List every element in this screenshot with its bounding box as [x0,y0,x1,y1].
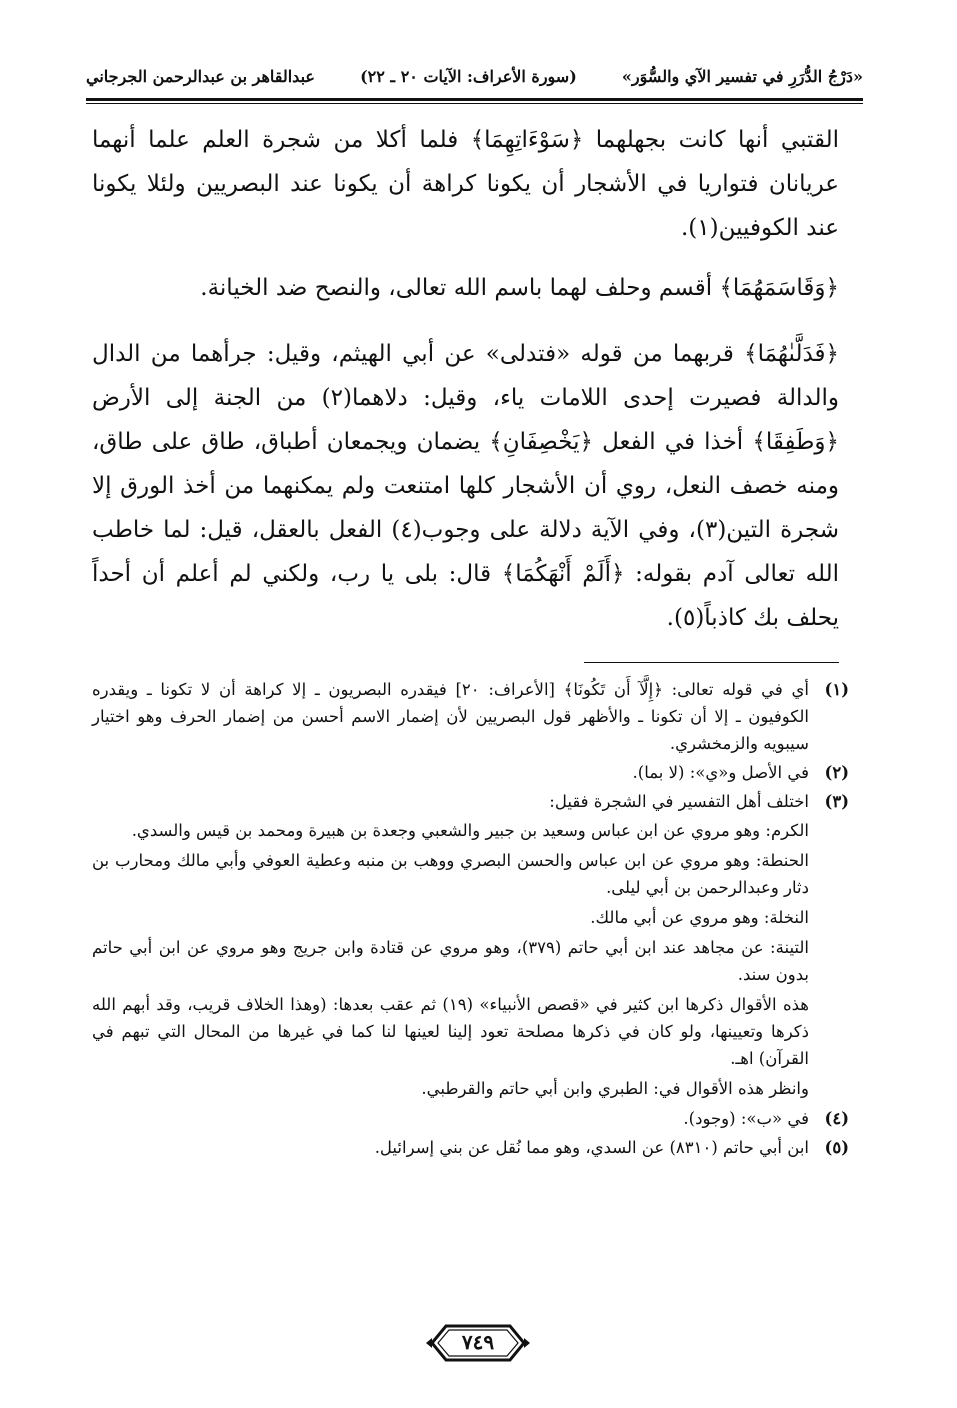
footnote-paragraph: وانظر هذه الأقوال في: الطبري وابن أبي حاتم والقرطبي. [421,1079,809,1098]
footnote [92,759,849,786]
header-rule [86,98,863,101]
paragraph: ﴿فَدَلَّىٰهُمَا﴾ قربهما من قوله «فتدلى» عن أبي الهيثم، وقيل: جرأهما من الدال والدالة فصيرت إحدى اللامات ياء، وقيل: دلاهما(٢) من الجنة إلى الأرض ﴿وَطَفِقَا﴾ أخذا في الفعل ﴿يَخْصِفَانِ﴾ يضمان ويجمعان أطباق، طاق على طاق، ومنه خصف النعل، روي أن الأشجار كلها امتنعت ولم يمكنهما من أخذ الورق إلا شجرة التين(٣)، وفي الآية دلالة على وجوب(٤) الفعل بالعقل، قيل: لما خاطب الله تعالى آدم بقوله: ﴿أَلَمْ أَنْهَكُمَا﴾ قال: بلى يا رب، ولكني لم أعلم أن أحداً يحلف بك كاذباً(٥). [92,341,839,631]
page-number-text: ٧٤٩ [461,1330,495,1354]
footnote-separator [584,662,839,663]
footnote-paragraph: الحنطة: وهو مروي عن ابن عباس والحسن البصري ووهب بن منبه وعطية العوفي وأبي مالك ومحارب بن دثار وعبدالرحمن بن أبي ليلى. [92,851,809,897]
header-book-title: «دَرْجُ الدُّرَرِ في تفسير الآي والسُّوَر» [621,66,863,86]
footnote-number: (١) [824,680,849,699]
footnote-number: (٢) [824,763,849,782]
header-section: (سورة الأعراف: الآيات ٢٠ ـ ٢٢) [360,66,577,86]
footnote-number: (٤) [824,1109,849,1128]
footnote-number: (٣) [824,792,849,811]
running-header [86,56,863,96]
footnote-text: أي في قوله تعالى: ﴿إِلَّآ أَن تَكُونَا﴾ [الأعراف: ٢٠] فيقدره البصريون ـ إلا كراهة أن لا تكونا ـ ويقدره الكوفيون ـ إلا أن تكونا ـ والأظهر قول البصريين لأن إضمار الاسم أحسن من إضمار الحرف وهو اختيار سيبويه والزمخشري. [92,680,809,753]
header-rule-thin [86,103,863,104]
footnote-text: اختلف أهل التفسير في الشجرة فقيل: [549,792,809,811]
footnote-paragraph: الكرم: وهو مروي عن ابن عباس وسعيد بن جبير والشعبي وجعدة بن هبيرة ومحمد بن قيس والسدي. [131,821,809,840]
paragraph: ﴿وَقَاسَمَهُمَا﴾ أقسم وحلف لهما باسم الله تعالى، والنصح ضد الخيانة. [200,275,839,301]
footnotes [92,676,849,1163]
footnote [92,1134,849,1161]
paragraph: القتبي أنها كانت بجهلهما ﴿سَوْءَاتِهِمَا﴾ فلما أكلا من شجرة العلم علما أنهما عريانان فتواريا في الأشجار أن يكونا كراهة أن يكونا عند البصريين ولئلا يكونا عند الكوفيين(١). [92,127,839,241]
footnote-text: في الأصل و«ي»: (لا بما). [632,763,809,782]
footnote-number: (٥) [824,1138,849,1157]
footnote-paragraph: التينة: عن مجاهد عند ابن أبي حاتم (٣٧٩)، وهو مروي عن قتادة وابن جريج وهو مروي عن ابن أبي حاتم بدون سند. [92,938,810,984]
footnote [92,788,849,815]
footnote [92,1105,849,1132]
main-text [92,118,839,656]
footnote-text: ابن أبي حاتم (٨٣١٠) عن السدي، وهو مما نُقل عن بني إسرائيل. [374,1138,809,1157]
footnote-paragraph: النخلة: وهو مروي عن أبي مالك. [590,908,809,927]
footnote-text: في «ب»: (وجود). [683,1109,809,1128]
header-author: عبدالقاهر بن عبدالرحمن الجرجاني [86,66,315,86]
footnote [92,676,849,757]
footnote-paragraph: هذه الأقوال ذكرها ابن كثير في «قصص الأنبياء» (١٩) ثم عقب بعدها: (وهذا الخلاف قريب، وقد أبهم الله ذكرها وتعيينها، ولو كان في ذكرها مصلحة تعود إلينا لعينها لنا كما في غيرها من المحال التي تبهم في القرآن) اهـ. [92,995,809,1068]
page-number [426,1322,530,1364]
